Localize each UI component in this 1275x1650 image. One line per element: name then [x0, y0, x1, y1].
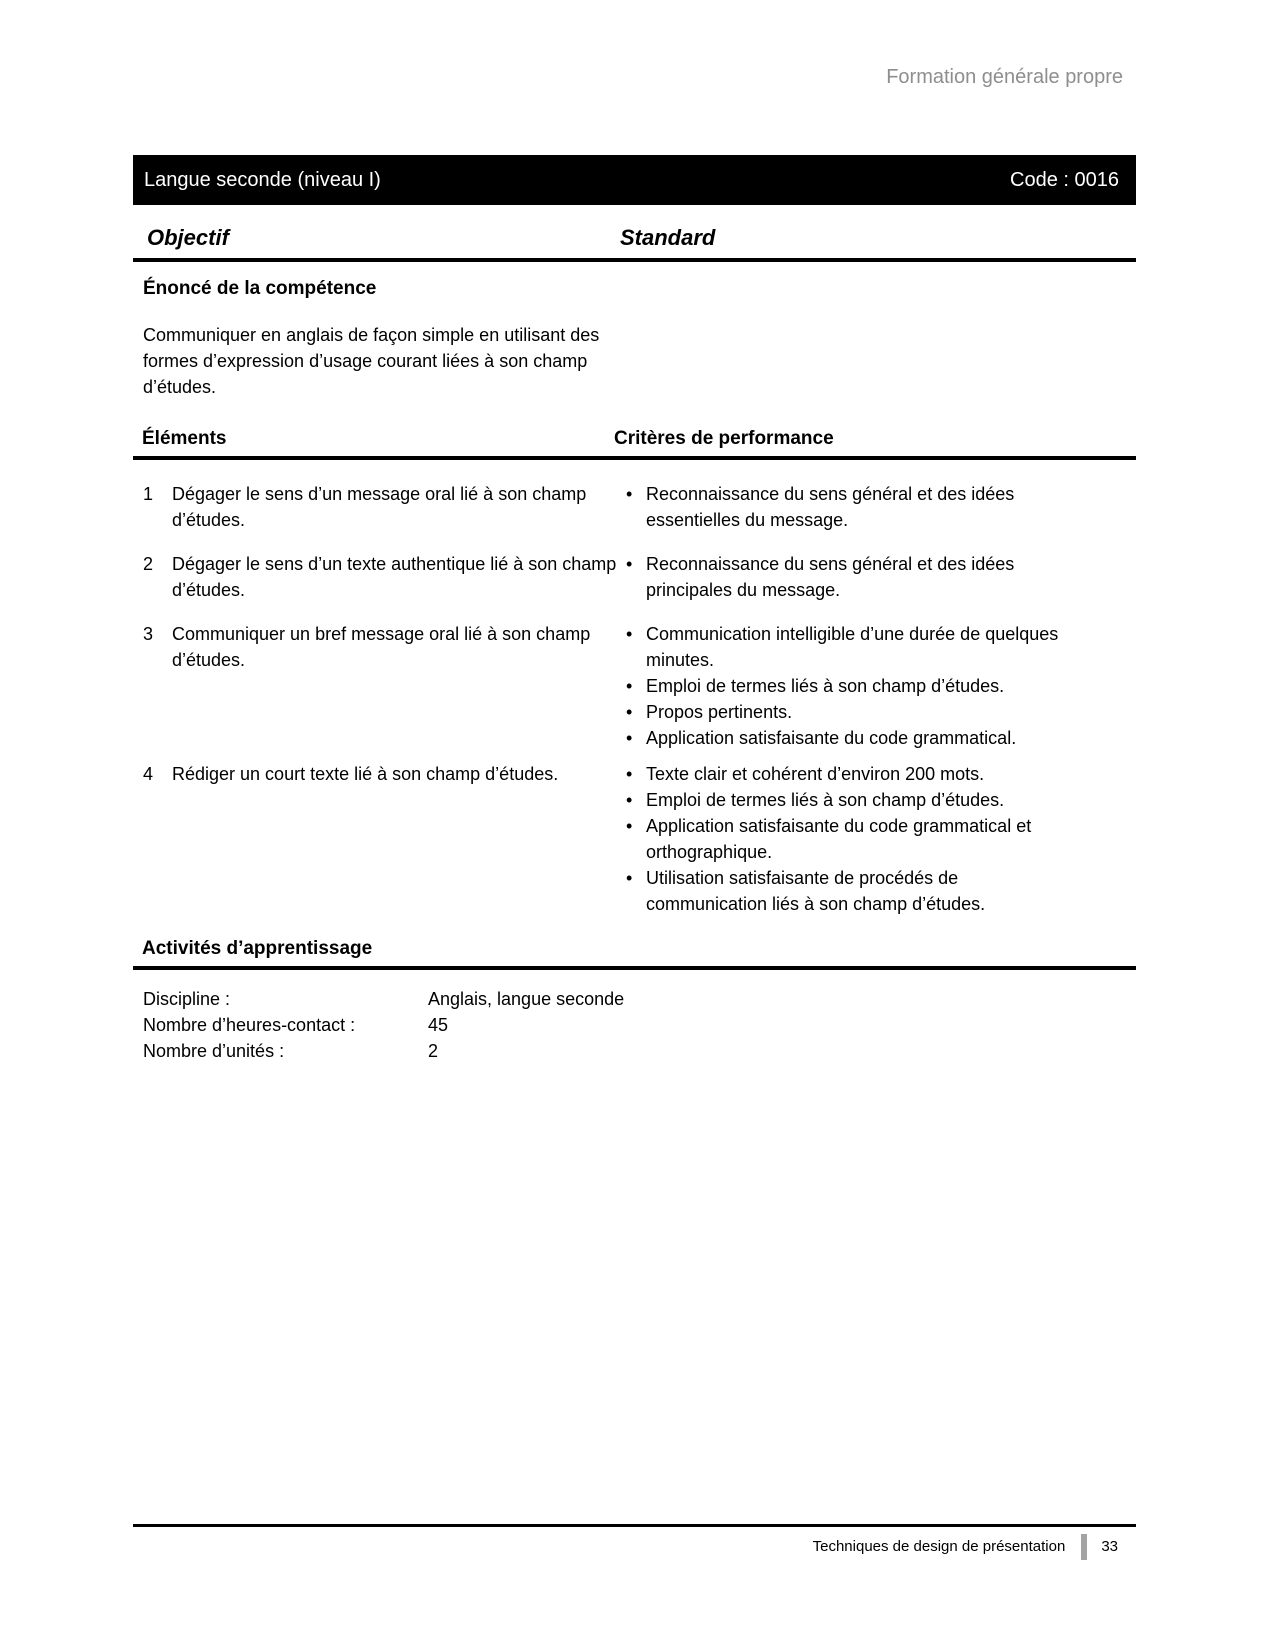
- criterion-item: [620, 787, 1090, 813]
- elements-rows: [133, 0, 1136, 1650]
- element-number: 3: [143, 624, 154, 644]
- bullet-icon: •: [626, 702, 633, 722]
- footer-divider-bar: [1081, 1534, 1087, 1560]
- standard-heading: Standard: [620, 225, 716, 250]
- criterion-item: [620, 621, 1090, 673]
- bullet-icon: •: [626, 624, 633, 644]
- criteria-list: [620, 551, 1090, 603]
- criterion-item: [620, 699, 1090, 725]
- activity-label: Discipline :: [143, 989, 231, 1009]
- criterion-item: [620, 761, 1090, 787]
- activity-row: [133, 986, 1136, 1012]
- activity-row: [133, 1012, 1136, 1038]
- activities-heading: Activités d’apprentissage: [142, 938, 373, 959]
- activities-rows: [133, 986, 1136, 1064]
- criteria-list: [620, 621, 1090, 751]
- criterion-item: [620, 865, 1090, 917]
- criterion-text: Reconnaissance du sens général et des idées principales du message.: [646, 554, 1015, 600]
- bullet-icon: •: [626, 554, 633, 574]
- element-text: Rédiger un court texte lié à son champ d’études.: [172, 764, 559, 784]
- element-number: 1: [143, 484, 154, 504]
- activity-label: Nombre d’unités :: [143, 1041, 285, 1061]
- footer-rule: [133, 1524, 1136, 1527]
- element-text: Dégager le sens d’un message oral lié à son champ d’études.: [172, 484, 587, 530]
- criterion-text: Reconnaissance du sens général et des idées essentielles du message.: [646, 484, 1015, 530]
- bullet-icon: •: [626, 728, 633, 748]
- criterion-text: Texte clair et cohérent d’environ 200 mots.: [646, 764, 985, 784]
- criterion-item: [620, 725, 1090, 751]
- competence-statement: Communiquer en anglais de façon simple en utilisant des formes d’expression d’usage courant liées à son champ d’études.: [143, 325, 600, 397]
- element-text: Communiquer un bref message oral lié à son champ d’études.: [172, 624, 591, 670]
- course-title: Langue seconde (niveau I): [144, 169, 381, 191]
- activity-row: [133, 1038, 1136, 1064]
- bullet-icon: •: [626, 816, 633, 836]
- criteria-list: [620, 761, 1090, 917]
- activity-value: 2: [428, 1041, 439, 1061]
- criteria-heading: Critères de performance: [614, 428, 834, 449]
- activity-label: Nombre d’heures-contact :: [143, 1015, 356, 1035]
- bullet-icon: •: [626, 676, 633, 696]
- criterion-text: Communication intelligible d’une durée de quelques minutes.: [646, 624, 1059, 670]
- activity-value: Anglais, langue seconde: [428, 989, 625, 1009]
- criterion-text: Utilisation satisfaisante de procédés de communication liés à son champ d’études.: [646, 868, 986, 914]
- elements-heading: Éléments: [142, 428, 227, 449]
- criterion-text: Application satisfaisante du code grammatical.: [646, 728, 1017, 748]
- page-number: 33: [1101, 1538, 1118, 1555]
- footer-text: Techniques de design de présentation: [812, 1538, 1066, 1555]
- objective-heading: Objectif: [147, 225, 229, 250]
- criterion-text: Emploi de termes liés à son champ d’études.: [646, 790, 1005, 810]
- activities-header: [133, 936, 1136, 970]
- element-text: Dégager le sens d’un texte authentique lié à son champ d’études.: [172, 554, 617, 600]
- criterion-item: [620, 673, 1090, 699]
- criterion-item: [620, 551, 1090, 603]
- competence-heading: Énoncé de la compétence: [143, 278, 377, 299]
- page-footer: [813, 1534, 1118, 1560]
- activity-value: 45: [428, 1015, 449, 1035]
- running-header: Formation générale propre: [886, 66, 1123, 88]
- course-code: Code : 0016: [1010, 169, 1119, 191]
- element-number: 4: [143, 764, 154, 784]
- criterion-item: [620, 481, 1090, 533]
- bullet-icon: •: [626, 868, 633, 888]
- criterion-item: [620, 813, 1090, 865]
- criterion-text: Propos pertinents.: [646, 702, 793, 722]
- criteria-list: [620, 481, 1090, 533]
- bullet-icon: •: [626, 790, 633, 810]
- element-number: 2: [143, 554, 154, 574]
- criterion-text: Emploi de termes liés à son champ d’études.: [646, 676, 1005, 696]
- bullet-icon: •: [626, 764, 633, 784]
- criterion-text: Application satisfaisante du code grammatical et orthographique.: [646, 816, 1032, 862]
- bullet-icon: •: [626, 484, 633, 504]
